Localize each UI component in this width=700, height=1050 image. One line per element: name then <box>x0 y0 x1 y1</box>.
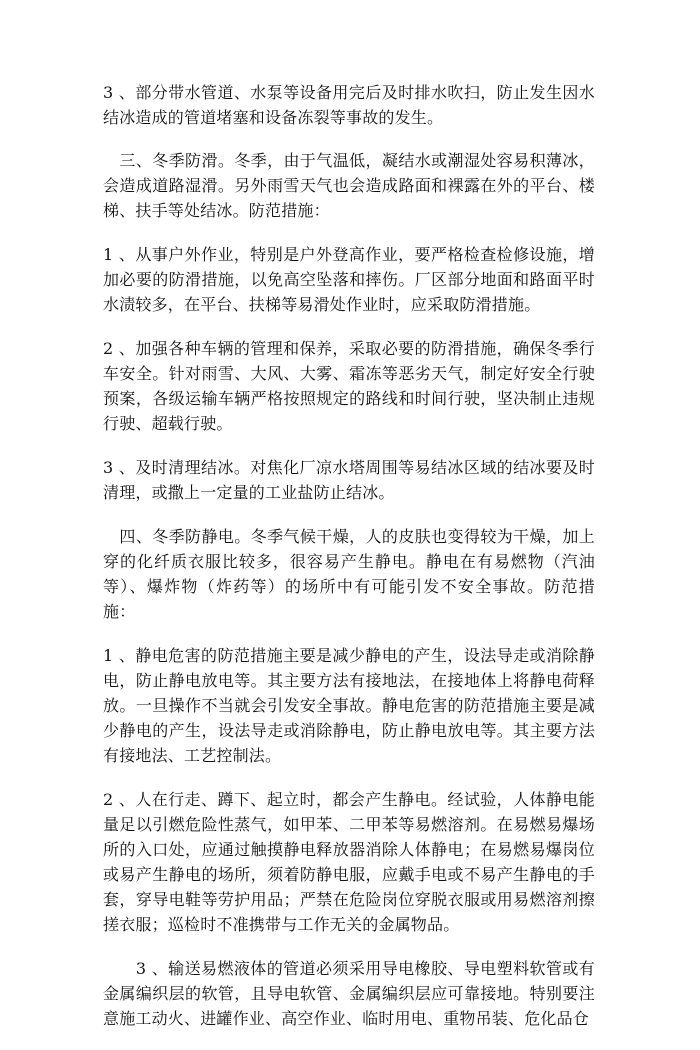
paragraph-ice-clearing: 3 、及时清理结冰。对焦化厂凉水塔周围等易结冰区域的结冰要及时清理，或撒上一定量的工业盐防止结冰。 <box>103 458 595 502</box>
paragraph-drainage: 3 、部分带水管道、水泵等设备用完后及时排水吹扫，防止发生因水结冰造成的管道堵塞和设备冻裂等事故的发生。 <box>103 83 595 127</box>
paragraph-body-static: 2 、人在行走、蹲下、起立时，都会产生静电。经试验，人体静电能量足以引燃危险性蒸气，如甲苯、二甲苯等易燃溶剂。在易燃易爆场所的入口处，应通过触摸静电释放器消除人体静电；在易燃易爆岗位或易产生静电的场所，须着防静电服，应戴手电或不易产生静电的手套，穿导电鞋等劳护用品；严禁在危险岗位穿脱衣服或用易燃溶剂擦搓衣服；巡检时不准携带与工作无关的金属物品。 <box>103 790 595 934</box>
paragraph-outdoor-work: 1 、从事户外作业，特别是户外登高作业，要严格检查检修设施，增加必要的防滑措施，以免高空坠落和摔伤。厂区部分地面和路面平时水渍较多，在平台、扶梯等易滑处作业时，应采取防滑措施。 <box>103 245 595 314</box>
paragraph-anti-static-heading: 四、冬季防静电。冬季气候干燥，人的皮肤也变得较为干燥，加上穿的化纤质衣服比较多，很容易产生静电。静电在有易燃物（汽油等）、爆炸物（炸药等）的场所中有可能引发不安全事故。防范措施： <box>103 527 595 621</box>
paragraph-vehicle-safety: 2 、加强各种车辆的管理和保养，采取必要的防滑措施，确保冬季行车安全。针对雨雪、大风、大雾、霜冻等恶劣天气，制定好安全行驶预案，各级运输车辆严格按照规定的路线和时间行驶，坚决制止违规行驶、超载行驶。 <box>103 339 595 433</box>
paragraph-static-prevention: 1 、静电危害的防范措施主要是减少静电的产生，设法导走或消除静电，防止静电放电等。其主要方法有接地法，在接地体上将静电荷释放。一旦操作不当就会引发安全事故。静电危害的防范措施主要是减少静电的产生，设法导走或消除静电，防止静电放电等。其主要方法有接地法、工艺控制法。 <box>103 646 595 765</box>
paragraph-pipeline-grounding: 3 、输送易燃液体的管道必须采用导电橡胶、导电塑料软管或有金属编织层的软管，且导电软管、金属编织层应可靠接地。特别要注意施工动火、进罐作业、高空作业、临时用电、重物吊装、危化品仓 <box>103 959 595 1028</box>
paragraph-anti-slip-heading: 三、冬季防滑。冬季，由于气温低，凝结水或潮湿处容易积薄冰，会造成道路湿滑。另外雨雪天气也会造成路面和裸露在外的平台、楼梯、扶手等处结冰。防范措施： <box>103 151 595 220</box>
